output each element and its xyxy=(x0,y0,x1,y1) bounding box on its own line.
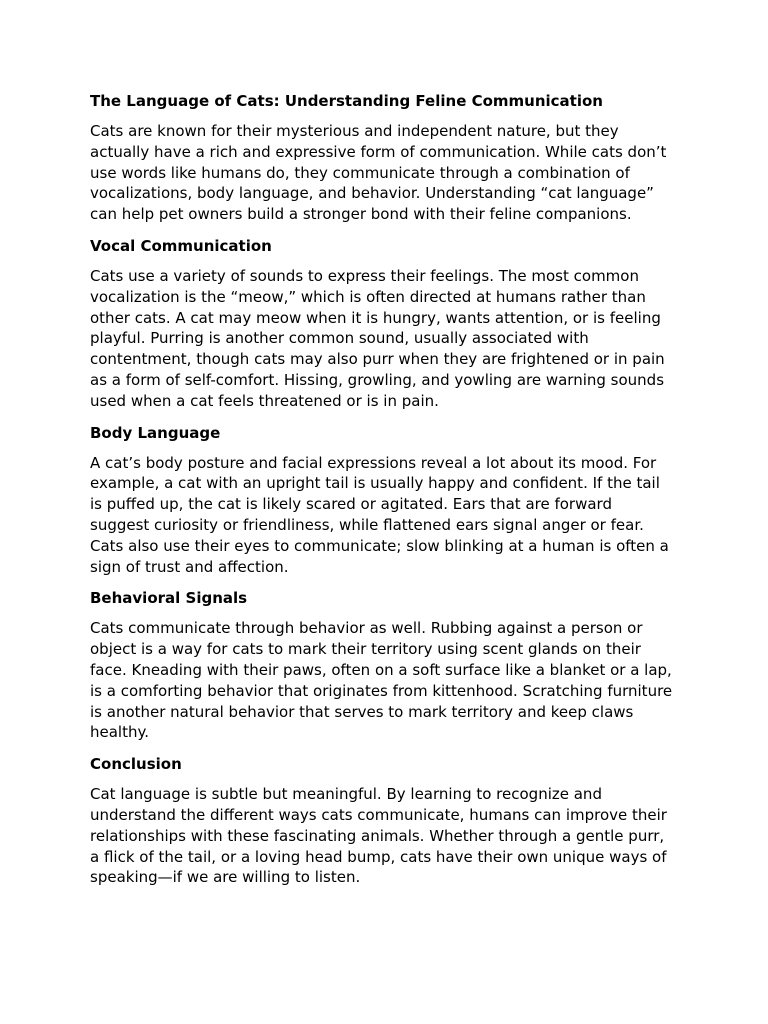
paragraph-line: vocalization is the “meow,” which is often directed at humans rather than xyxy=(90,287,646,306)
conclusion-paragraph xyxy=(90,784,680,888)
paragraph-line: use words like humans do, they communicate through a combination of xyxy=(90,163,630,182)
vocal-paragraph xyxy=(90,266,680,412)
paragraph-line: understand the different ways cats communicate, humans can improve their xyxy=(90,805,667,824)
paragraph-line: face. Kneading with their paws, often on a soft surface like a blanket or a lap, xyxy=(90,660,672,679)
paragraph-line: object is a way for cats to mark their territory using scent glands on their xyxy=(90,640,641,659)
paragraph-line: used when a cat feels threatened or is in pain. xyxy=(90,391,439,410)
paragraph-line: sign of trust and affection. xyxy=(90,557,289,576)
paragraph-line: Cats also use their eyes to communicate; slow blinking at a human is often a xyxy=(90,536,669,555)
section-heading-vocal: Vocal Communication xyxy=(90,236,272,255)
document-title: The Language of Cats: Understanding Feline Communication xyxy=(90,92,603,110)
paragraph-line: can help pet owners build a stronger bond with their feline companions. xyxy=(90,205,632,224)
paragraph-line: example, a cat with an upright tail is usually happy and confident. If the tail xyxy=(90,474,660,493)
paragraph-line: actually have a rich and expressive form of communication. While cats don’t xyxy=(90,142,667,161)
paragraph-line: other cats. A cat may meow when it is hungry, wants attention, or is feeling xyxy=(90,308,661,327)
paragraph-line: Cat language is subtle but meaningful. By learning to recognize and xyxy=(90,785,602,804)
paragraph-line: playful. Purring is another common sound, usually associated with xyxy=(90,329,589,348)
document-page xyxy=(90,90,680,898)
section-heading-behavioral: Behavioral Signals xyxy=(90,589,248,608)
paragraph-line: is another natural behavior that serves to mark territory and keep claws xyxy=(90,702,634,721)
paragraph-line: Cats are known for their mysterious and independent nature, but they xyxy=(90,122,619,140)
behavioral-paragraph xyxy=(90,618,680,743)
paragraph-line: is puffed up, the cat is likely scared or agitated. Ears that are forward xyxy=(90,495,612,514)
paragraph-line: suggest curiosity or friendliness, while flattened ears signal anger or fear. xyxy=(90,515,644,534)
paragraph-line: healthy. xyxy=(90,723,149,742)
paragraph-line: Cats communicate through behavior as well. Rubbing against a person or xyxy=(90,619,643,638)
paragraph-line: as a form of self-comfort. Hissing, growling, and yowling are warning sounds xyxy=(90,370,665,389)
section-heading-body-language: Body Language xyxy=(90,423,221,442)
paragraph-line: Cats use a variety of sounds to express their feelings. The most common xyxy=(90,266,639,285)
paragraph-line: is a comforting behavior that originates from kittenhood. Scratching furniture xyxy=(90,681,673,700)
intro-paragraph xyxy=(90,121,680,225)
section-heading-conclusion: Conclusion xyxy=(90,755,182,774)
paragraph-line: relationships with these fascinating animals. Whether through a gentle purr, xyxy=(90,826,665,845)
body-language-paragraph xyxy=(90,453,680,578)
paragraph-line: vocalizations, body language, and behavior. Understanding “cat language” xyxy=(90,184,654,203)
paragraph-line: A cat’s body posture and facial expressions reveal a lot about its mood. For xyxy=(90,453,657,472)
paragraph-line: speaking—if we are willing to listen. xyxy=(90,868,361,887)
paragraph-line: a flick of the tail, or a loving head bump, cats have their own unique ways of xyxy=(90,847,667,866)
paragraph-line: contentment, though cats may also purr when they are frightened or in pain xyxy=(90,350,665,369)
